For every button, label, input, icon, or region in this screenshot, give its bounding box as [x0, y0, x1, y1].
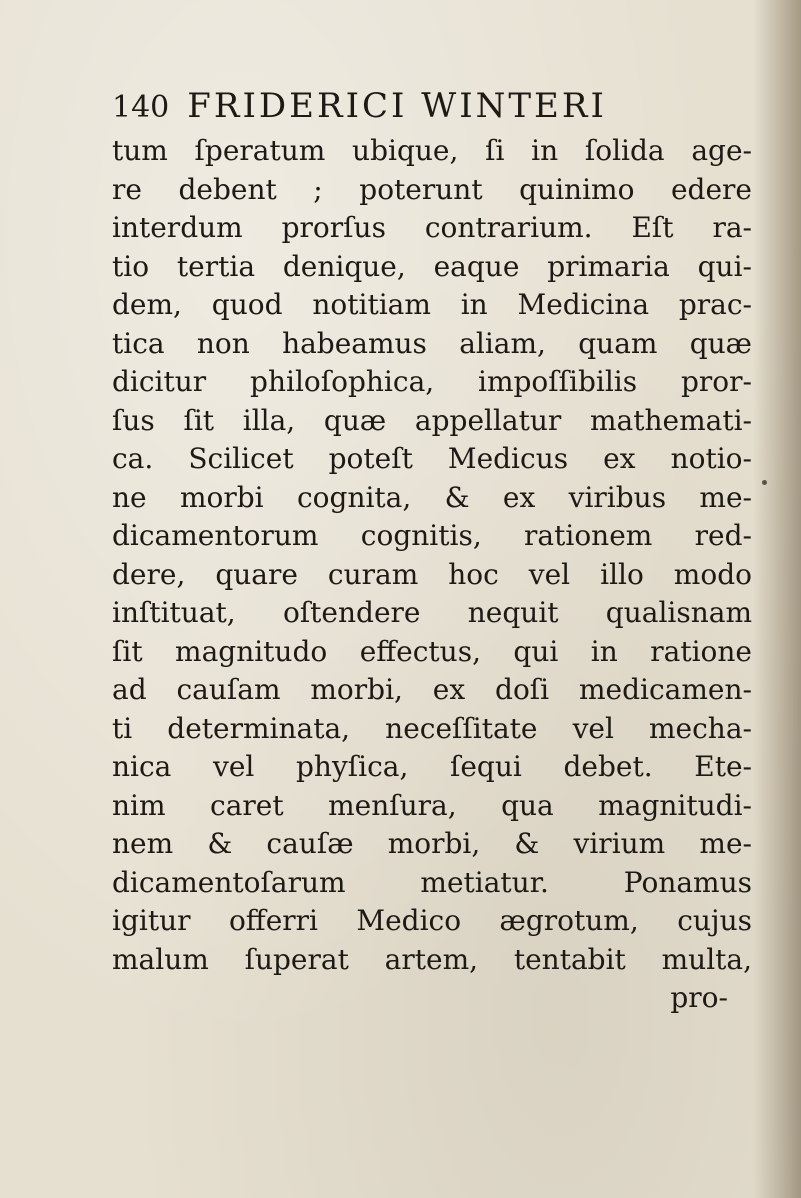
body-text: [112, 132, 752, 1018]
text-line: nim caret menſura, qua magnitudi-: [112, 788, 752, 822]
text-line: ſus ſit illa, quæ appellatur mathemati-: [112, 403, 752, 437]
text-line: dicamentoſarum metiatur. Ponamus: [112, 865, 752, 899]
text-line: nica vel phyſica, ſequi debet. Ete-: [112, 750, 752, 783]
page-number: 140: [112, 90, 170, 125]
text-line: dere, quare curam hoc vel illo modo: [112, 557, 752, 591]
running-head: [112, 86, 607, 128]
text-line: nem & cauſæ morbi, & virium me-: [112, 827, 752, 860]
text-line: tum ſperatum ubique, ſi in ſolida age-: [112, 134, 752, 167]
text-line: tio tertia denique, eaque primaria qui-: [112, 249, 752, 283]
text-line: dicitur philoſophica, impoſſibilis pror-: [112, 365, 752, 398]
text-line: malum ſuperat artem, tentabit multa,: [112, 942, 752, 976]
text-line: interdum prorſus contrarium. Eſt ra-: [112, 211, 752, 244]
text-line: dicamentorum cognitis, rationem red-: [112, 519, 752, 552]
text-line: re debent ; poterunt quinimo edere: [112, 172, 752, 206]
text-line: tica non habeamus aliam, quam quæ: [112, 326, 752, 360]
text-line: dem, quod notitiam in Medicina prac-: [112, 288, 752, 321]
text-line: ad cauſam morbi, ex doſi medicamen-: [112, 673, 752, 706]
catchword: pro-: [670, 981, 728, 1014]
text-line: ca. Scilicet poteſt Medicus ex notio-: [112, 442, 752, 475]
text-line: ſit magnitudo effectus, qui in ratione: [112, 634, 752, 668]
ink-speck: [762, 480, 767, 485]
text-line: ti determinata, neceſſitate vel mecha-: [112, 711, 752, 745]
running-title: FRIDERICI WINTERI: [187, 86, 607, 126]
text-line: igitur offerri Medico ægrotum, cujus: [112, 904, 752, 937]
text-line: inſtituat, oſtendere nequit qualisnam: [112, 596, 752, 629]
page-gutter-shadow: [753, 0, 801, 1198]
text-line: ne morbi cognita, & ex viribus me-: [112, 480, 752, 514]
